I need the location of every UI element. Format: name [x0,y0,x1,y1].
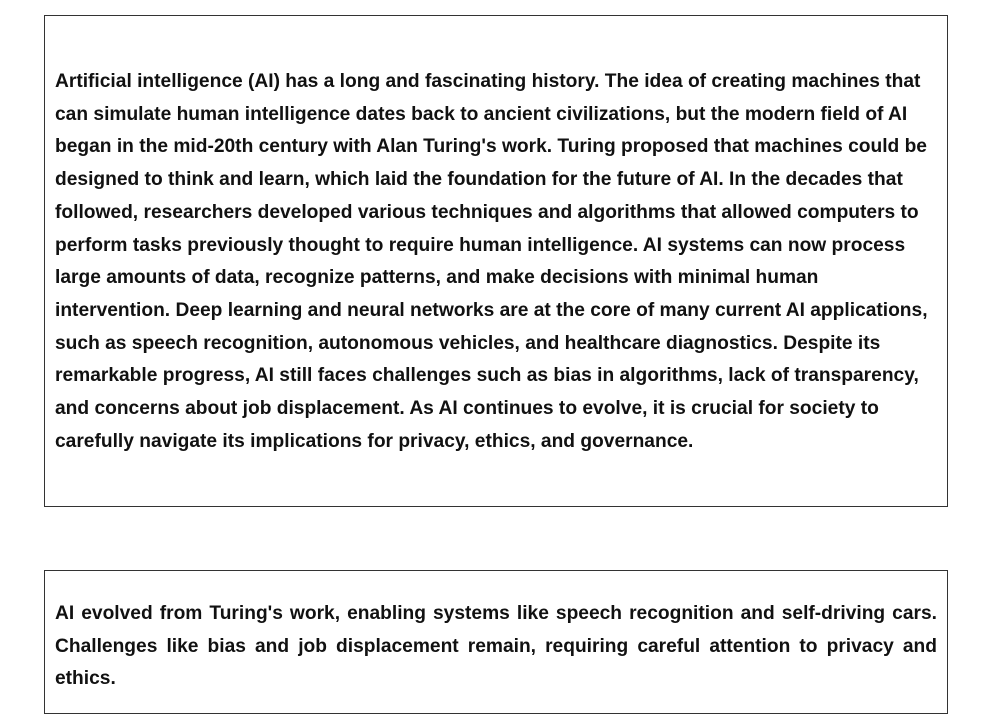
summary-paragraph: AI evolved from Turing's work, enabling systems like speech recognition and self-driving cars. Challenges like bias and job displacement remain, requiring careful attention to privacy and ethics. [55,603,937,690]
main-text-box [44,15,948,507]
summary-text-box [44,570,948,714]
main-paragraph: Artificial intelligence (AI) has a long and fascinating history. The idea of creating machines that can simulate human intelligence dates back to ancient civilizations, but the modern field of AI began in the mid-20th century with Alan Turing's work. Turing proposed that machines could be designed to think and learn, which laid the foundation for the future of AI. In the decades that followed, researchers developed various techniques and algorithms that allowed computers to perform tasks previously thought to require human intelligence. AI systems can now process large amounts of data, recognize patterns, and make decisions with minimal human intervention. Deep learning and neural networks are at the core of many current AI applications, such as speech recognition, autonomous vehicles, and healthcare diagnostics. Despite its remarkable progress, AI still faces challenges such as bias in algorithms, lack of transparency, and concerns about job displacement. As AI continues to evolve, it is crucial for society to carefully navigate its implications for privacy, ethics, and governance. [55,71,928,452]
